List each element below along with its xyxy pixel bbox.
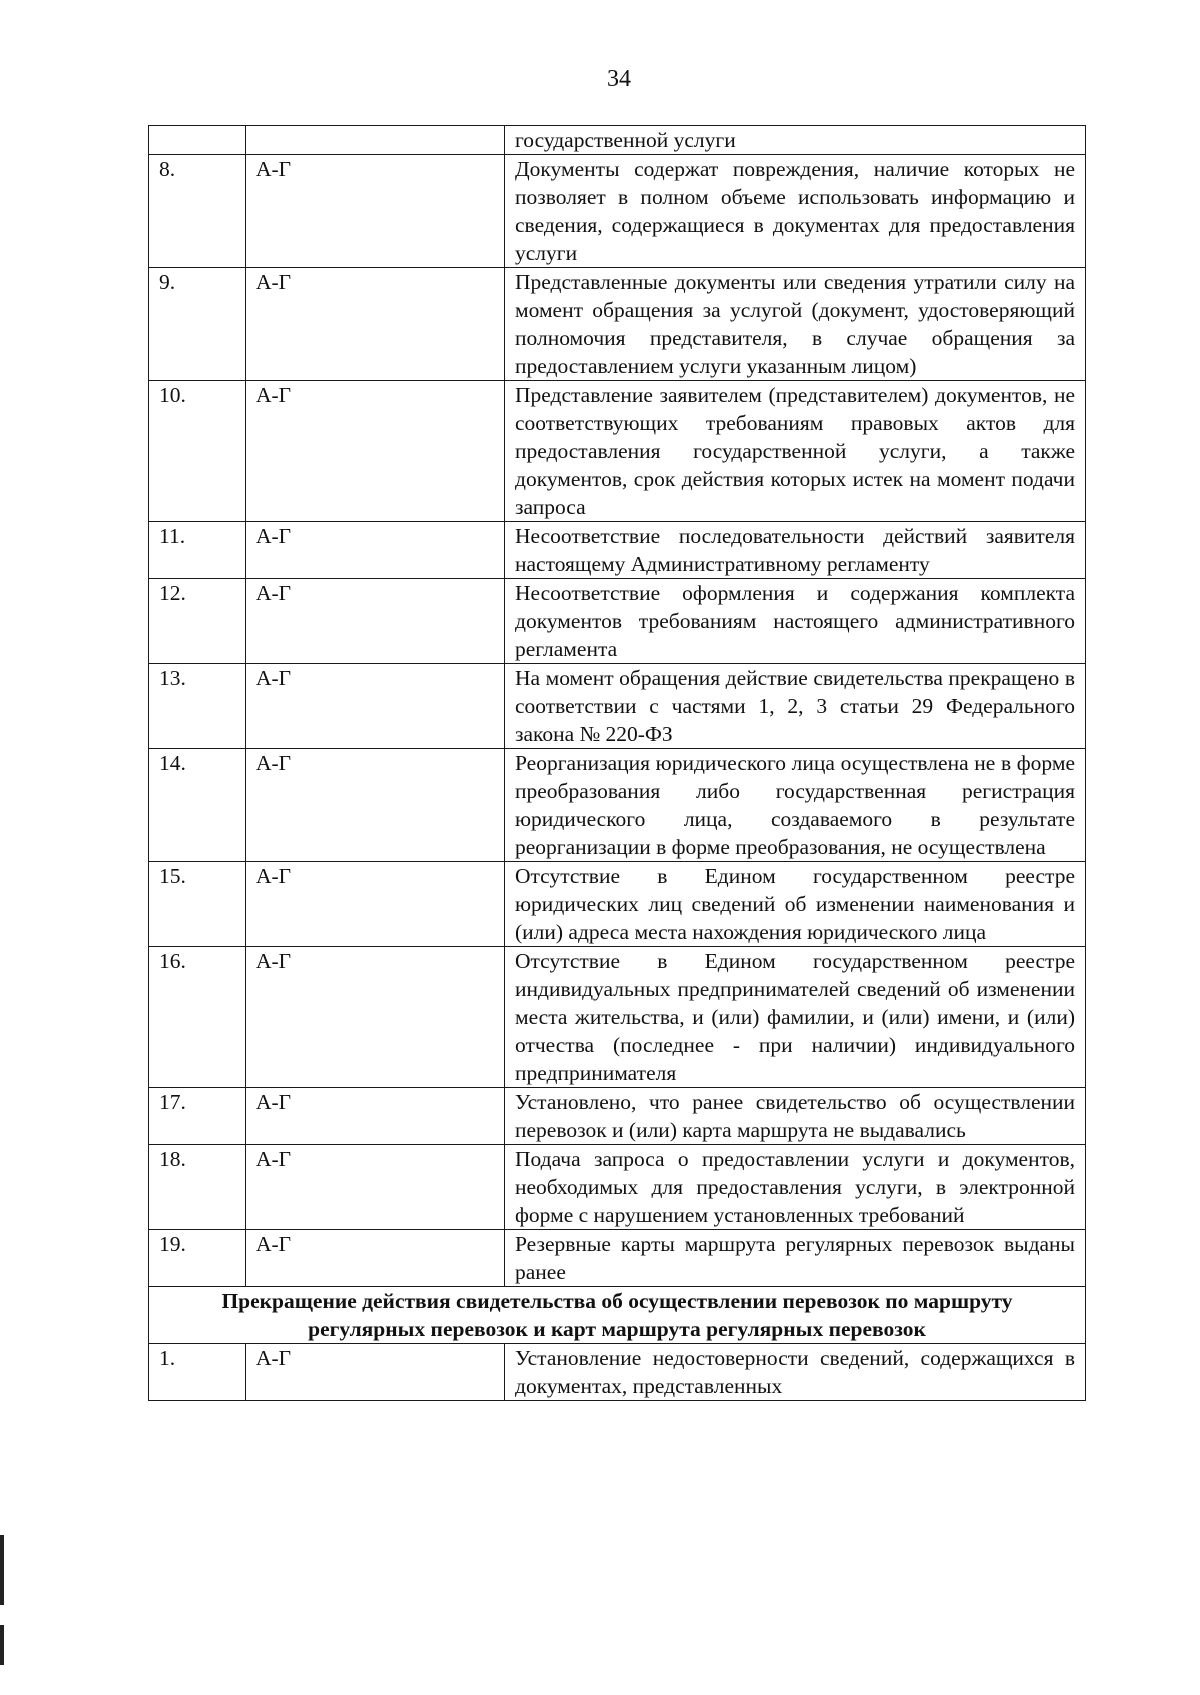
table-row: [149, 381, 1086, 522]
section-heading: Прекращение действия свидетельства об осуществлении перевозок по маршруту регулярных перевозок и карт маршрута регулярных перевозок: [149, 1287, 1086, 1344]
row-number: 17.: [149, 1088, 246, 1145]
row-text: Документы содержат повреждения, наличие которых не позволяет в полном объеме использовать информацию и сведения, содержащиеся в документах для предоставления услуги: [505, 155, 1086, 268]
row-text: Несоответствие оформления и содержания комплекта документов требованиям настоящего административного регламента: [505, 579, 1086, 664]
row-code: [246, 126, 505, 155]
row-text: Представленные документы или сведения утратили силу на момент обращения за услугой (документ, удостоверяющий полномочия представителя, в случае обращения за предоставлением услуги указанным лицом): [505, 268, 1086, 381]
row-code: А-Г: [246, 155, 505, 268]
row-code: А-Г: [246, 1230, 505, 1287]
row-code: А-Г: [246, 664, 505, 749]
row-number: 9.: [149, 268, 246, 381]
row-text: Установлено, что ранее свидетельство об осуществлении перевозок и (или) карта маршрута не выдавались: [505, 1088, 1086, 1145]
table-row: [149, 126, 1086, 155]
row-number: 18.: [149, 1145, 246, 1230]
row-code: А-Г: [246, 947, 505, 1088]
row-code: А-Г: [246, 1088, 505, 1145]
row-code: А-Г: [246, 381, 505, 522]
table-row: [149, 664, 1086, 749]
row-text: Представление заявителем (представителем) документов, не соответствующих требованиям правовых актов для предоставления государственной услуги, а также документов, срок действия которых истек на момент подачи запроса: [505, 381, 1086, 522]
row-number: 8.: [149, 155, 246, 268]
section-heading-row: [149, 1287, 1086, 1344]
page-number: 34: [607, 66, 631, 92]
table-row: [149, 1145, 1086, 1230]
row-code: А-Г: [246, 1344, 505, 1401]
row-code: А-Г: [246, 749, 505, 862]
table-row: [149, 1344, 1086, 1401]
row-number: 14.: [149, 749, 246, 862]
row-number: 19.: [149, 1230, 246, 1287]
row-number: 10.: [149, 381, 246, 522]
row-code: А-Г: [246, 1145, 505, 1230]
row-text: Установление недостоверности сведений, содержащихся в документах, представленных: [505, 1344, 1086, 1401]
row-text: Несоответствие последовательности действий заявителя настоящему Административному регламенту: [505, 522, 1086, 579]
table-row: [149, 1230, 1086, 1287]
row-text: Реорганизация юридического лица осуществлена не в форме преобразования либо государственная регистрация юридического лица, создаваемого в результате реорганизации в форме преобразования, не осуществлена: [505, 749, 1086, 862]
row-text: Подача запроса о предоставлении услуги и документов, необходимых для предоставления услуги, в электронной форме с нарушением установленных требований: [505, 1145, 1086, 1230]
table-row: [149, 268, 1086, 381]
row-text: Отсутствие в Едином государственном реестре индивидуальных предпринимателей сведений об изменении места жительства, и (или) фамилии, и (или) имени, и (или) отчества (последнее - при наличии) индивидуального предпринимателя: [505, 947, 1086, 1088]
row-number: 16.: [149, 947, 246, 1088]
table-row: [149, 862, 1086, 947]
row-number: 15.: [149, 862, 246, 947]
row-code: А-Г: [246, 522, 505, 579]
row-number: 1.: [149, 1344, 246, 1401]
row-text: Резервные карты маршрута регулярных перевозок выданы ранее: [505, 1230, 1086, 1287]
table-row: [149, 522, 1086, 579]
table-row: [149, 947, 1086, 1088]
row-code: А-Г: [246, 862, 505, 947]
row-number: 11.: [149, 522, 246, 579]
scan-edge-mark: [0, 1535, 4, 1605]
row-number: [149, 126, 246, 155]
table-row: [149, 1088, 1086, 1145]
row-code: А-Г: [246, 579, 505, 664]
document-table: [148, 125, 1086, 1401]
table-row: [149, 749, 1086, 862]
row-number: 13.: [149, 664, 246, 749]
row-text: На момент обращения действие свидетельства прекращено в соответствии с частями 1, 2, 3 статьи 29 Федерального закона № 220-ФЗ: [505, 664, 1086, 749]
row-text: государственной услуги: [505, 126, 1086, 155]
table-row: [149, 579, 1086, 664]
row-number: 12.: [149, 579, 246, 664]
row-text: Отсутствие в Едином государственном реестре юридических лиц сведений об изменении наименования и (или) адреса места нахождения юридического лица: [505, 862, 1086, 947]
scan-edge-mark: [0, 1625, 4, 1665]
row-code: А-Г: [246, 268, 505, 381]
table-row: [149, 155, 1086, 268]
